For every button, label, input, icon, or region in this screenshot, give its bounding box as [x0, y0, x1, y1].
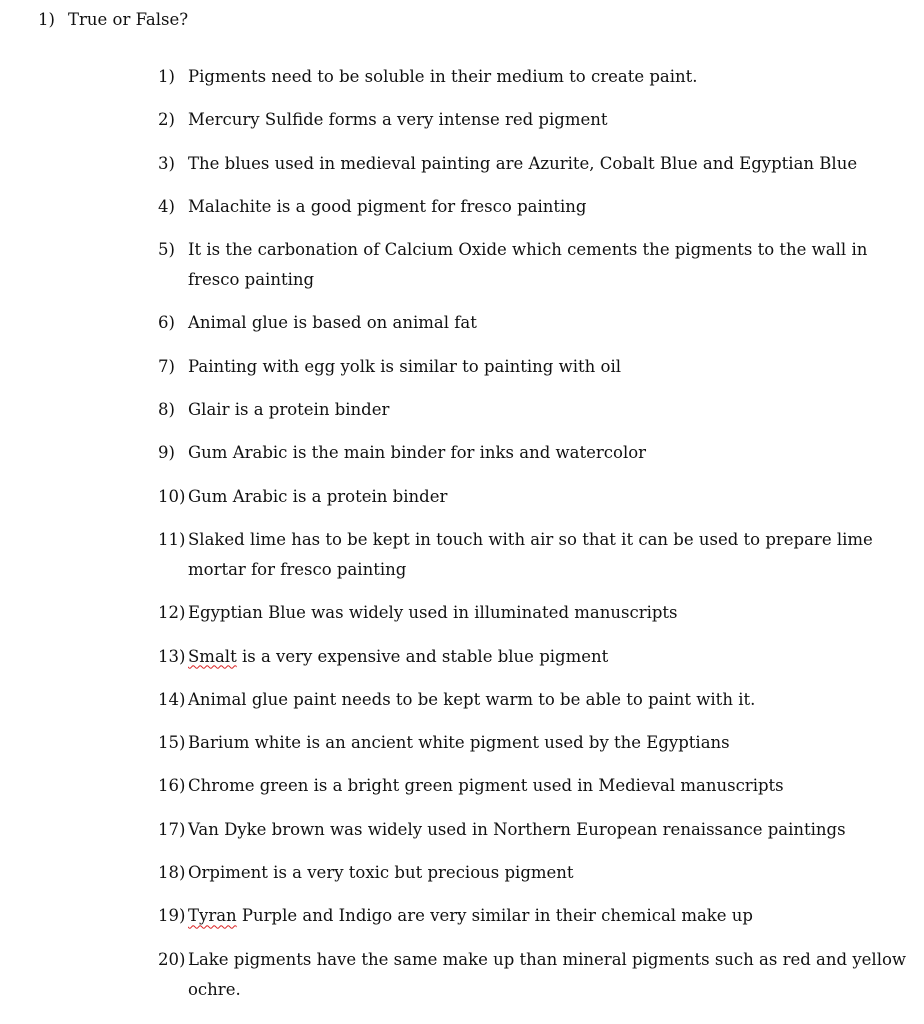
item-text-rest: Purple and Indigo are very similar in their chemical make up — [236, 906, 753, 926]
list-item — [158, 858, 908, 888]
item-text: Orpiment is a very toxic but precious pigment — [188, 863, 574, 883]
item-number: 6) — [158, 313, 175, 333]
list-item — [158, 62, 908, 92]
list-item — [158, 901, 908, 931]
item-text: Barium white is an ancient white pigment used by the Egyptians — [188, 733, 730, 753]
list-item — [158, 815, 908, 845]
item-text: Glair is a protein binder — [188, 400, 390, 420]
list-item — [158, 308, 908, 338]
item-number: 14) — [158, 689, 186, 709]
item-number: 5) — [158, 240, 175, 260]
item-number: 1) — [158, 67, 175, 86]
item-text: Egyptian Blue was widely used in illuminated manuscripts — [188, 603, 678, 623]
list-item — [158, 395, 908, 425]
item-number: 11) — [158, 529, 186, 549]
item-number: 16) — [158, 776, 186, 796]
item-number: 7) — [158, 356, 175, 376]
item-text: Slaked lime has to be kept in touch with air so that it can be used to prepare lime mortar for fresco painting — [188, 529, 873, 579]
item-number: 20) — [158, 949, 186, 969]
item-text: Painting with egg yolk is similar to painting with oil — [188, 356, 622, 376]
item-text — [188, 642, 908, 672]
item-text: Animal glue is based on animal fat — [188, 313, 477, 333]
list-item — [158, 945, 908, 1005]
item-text: The blues used in medieval painting are Azurite, Cobalt Blue and Egyptian Blue — [188, 153, 858, 173]
list-item — [158, 235, 908, 295]
item-text: Gum Arabic is a protein binder — [188, 486, 448, 506]
item-text: Gum Arabic is the main binder for inks and watercolor — [188, 443, 647, 463]
heading-number: 1) — [38, 10, 55, 29]
item-number: 19) — [158, 906, 186, 926]
question-heading — [38, 9, 188, 31]
item-text: Mercury Sulfide forms a very intense red pigment — [188, 110, 608, 130]
list-item — [158, 192, 908, 222]
item-number: 9) — [158, 443, 175, 463]
item-text: It is the carbonation of Calcium Oxide which cements the pigments to the wall in fresco painting — [188, 240, 868, 290]
item-text — [188, 901, 908, 931]
item-text: Van Dyke brown was widely used in Northern European renaissance paintings — [188, 819, 846, 839]
item-number: 2) — [158, 110, 175, 130]
spellcheck-flagged-word[interactable]: Smalt — [188, 646, 237, 666]
list-item — [158, 642, 908, 672]
item-number: 18) — [158, 863, 186, 883]
heading-title: True or False? — [68, 10, 189, 29]
item-text: Animal glue paint needs to be kept warm to be able to paint with it. — [188, 689, 756, 709]
item-text: Lake pigments have the same make up than mineral pigments such as red and yellow ochre. — [188, 949, 907, 999]
list-item — [158, 352, 908, 382]
item-number: 15) — [158, 733, 186, 753]
list-item — [158, 525, 908, 585]
list-item — [158, 685, 908, 715]
question-list — [158, 62, 908, 1018]
item-text: Malachite is a good pigment for fresco painting — [188, 196, 587, 216]
item-number: 17) — [158, 819, 186, 839]
item-text: Pigments need to be soluble in their medium to create paint. — [188, 67, 698, 86]
spellcheck-flagged-word[interactable]: Tyran — [188, 906, 237, 926]
list-item — [158, 728, 908, 758]
item-number: 12) — [158, 603, 186, 623]
item-number: 8) — [158, 400, 175, 420]
list-item — [158, 149, 908, 179]
list-item — [158, 438, 908, 468]
list-item — [158, 105, 908, 135]
item-text-rest: is a very expensive and stable blue pigment — [236, 646, 609, 666]
list-item — [158, 598, 908, 628]
list-item — [158, 482, 908, 512]
item-text: Chrome green is a bright green pigment used in Medieval manuscripts — [188, 776, 784, 796]
item-number: 13) — [158, 646, 186, 666]
item-number: 4) — [158, 196, 175, 216]
item-number: 3) — [158, 153, 175, 173]
item-number: 10) — [158, 486, 186, 506]
list-item — [158, 771, 908, 801]
